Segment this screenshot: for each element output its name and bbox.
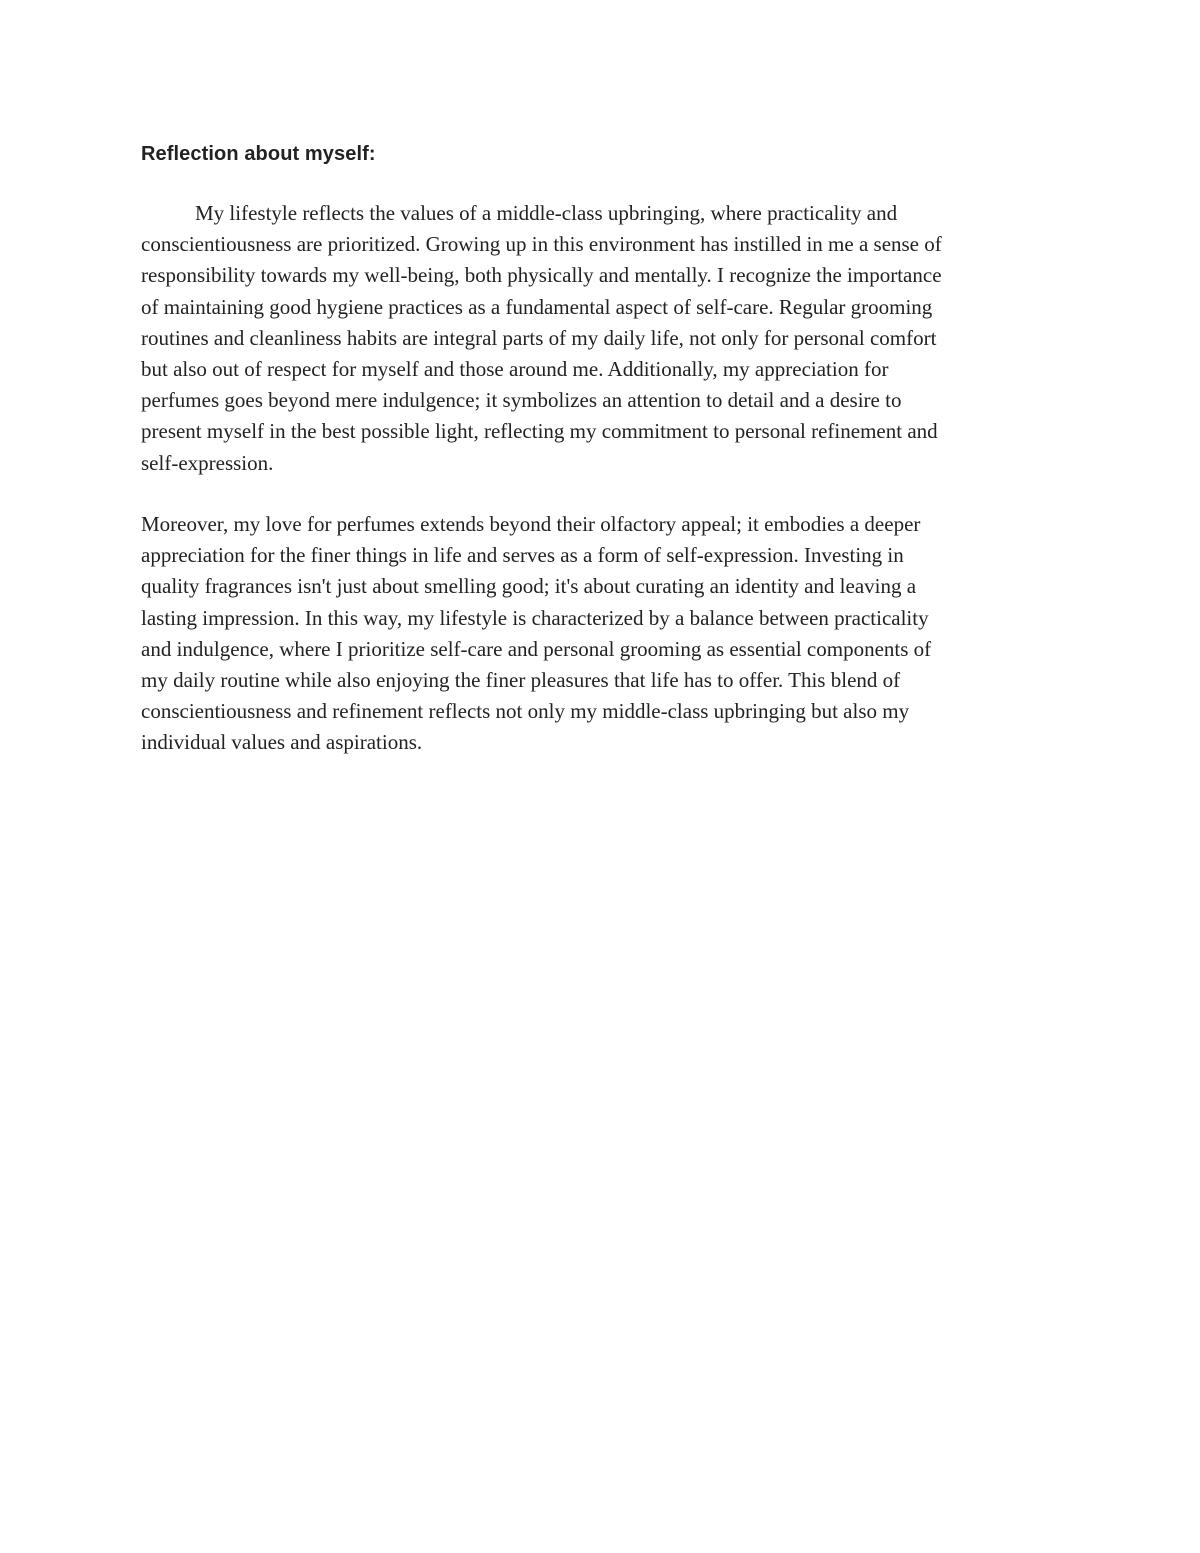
paragraph-line: self-expression. [141, 450, 274, 475]
paragraph-line: but also out of respect for myself and those around me. Additionally, my appreciation for [141, 357, 889, 382]
paragraph-line: Moreover, my love for perfumes extends beyond their olfactory appeal; it embodies a deeper [141, 512, 921, 536]
paragraph-1 [141, 198, 1051, 479]
paragraph-line: individual values and aspirations. [141, 730, 423, 755]
paragraph-line: responsibility towards my well-being, both physically and mentally. I recognize the importance [141, 263, 942, 288]
paragraph-line: of maintaining good hygiene practices as a fundamental aspect of self-care. Regular grooming [141, 294, 933, 319]
paragraph-line: lasting impression. In this way, my lifestyle is characterized by a balance between practicality [141, 605, 929, 630]
paragraph-line: conscientiousness are prioritized. Growing up in this environment has instilled in me a sense of [141, 232, 942, 257]
paragraph-line: present myself in the best possible light, reflecting my commitment to personal refinement and [141, 419, 938, 444]
paragraph-line: quality fragrances isn't just about smelling good; it's about curating an identity and leaving a [141, 574, 917, 599]
paragraph-line: My lifestyle reflects the values of a middle-class upbringing, where practicality and [195, 201, 898, 225]
paragraph-line: conscientiousness and refinement reflects not only my middle-class upbringing but also my [141, 699, 910, 724]
paragraph-line: my daily routine while also enjoying the finer pleasures that life has to offer. This blend of [141, 668, 901, 693]
paragraph-line: routines and cleanliness habits are integral parts of my daily life, not only for personal comfort [141, 325, 937, 350]
paragraph-line: perfumes goes beyond mere indulgence; it symbolizes an attention to detail and a desire to [141, 388, 902, 413]
paragraph-line: appreciation for the finer things in life and serves as a form of self-expression. Investing in [141, 543, 904, 568]
document-heading: Reflection about myself: [141, 143, 376, 165]
paragraph-2 [141, 509, 1051, 759]
paragraph-line: and indulgence, where I prioritize self-care and personal grooming as essential components of [141, 636, 932, 661]
